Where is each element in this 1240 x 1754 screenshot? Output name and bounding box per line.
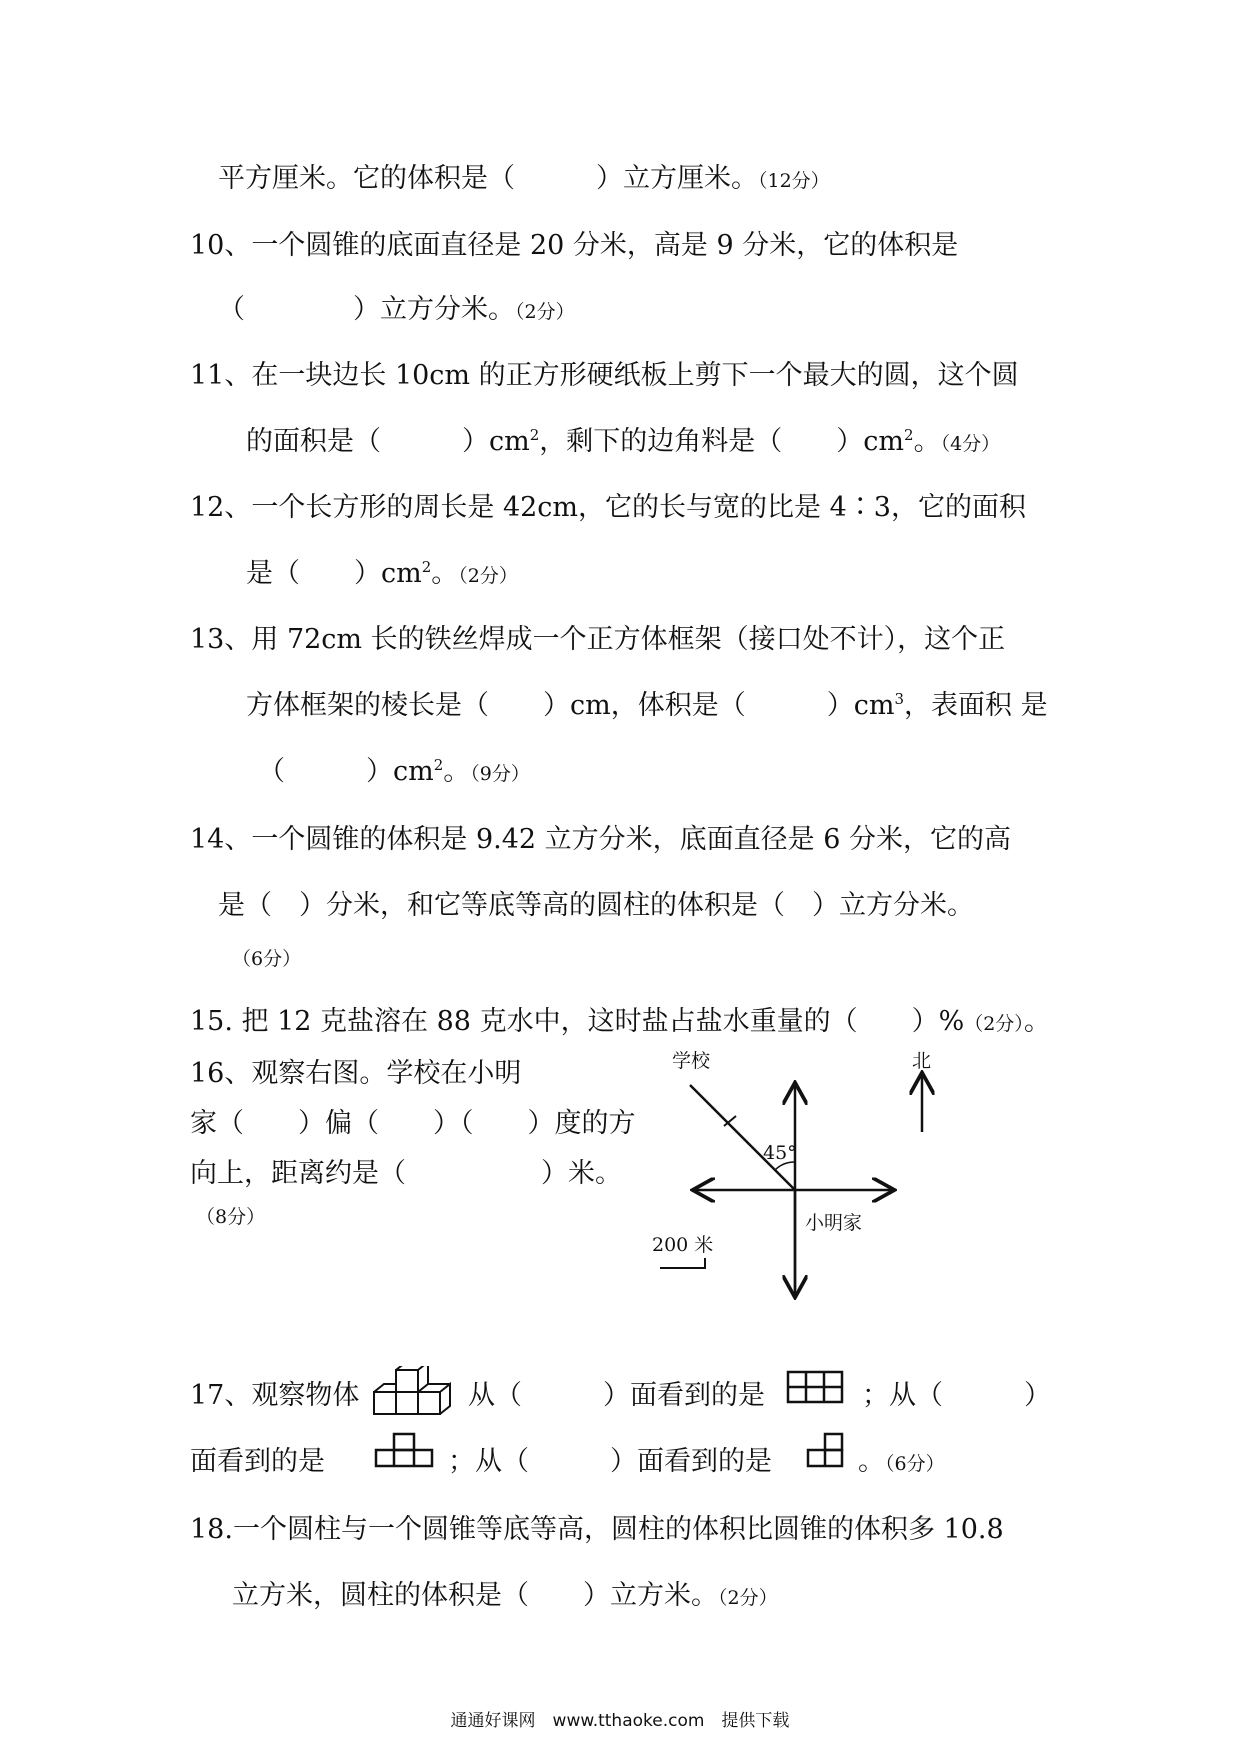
q12-line1: 12、一个长方形的周长是 42cm，它的长与宽的比是 4∶3，它的面积 xyxy=(190,492,1026,523)
school-direction-line xyxy=(690,1085,795,1190)
q11-line2: 的面积是（ ）$cm^2$，剩下的边角料是（ ）$cm^2$。（4分） xyxy=(246,426,1001,457)
scale-bar xyxy=(660,1258,705,1268)
q13-line1: 13、用 72cm 长的铁丝焊成一个正方体框架（接口处不计），这个正 xyxy=(190,624,1006,655)
q16-line3: 向上，距离约是（ ）米。 xyxy=(190,1158,622,1189)
q12-line2: 是（ ）$cm^2$。（2分） xyxy=(246,558,518,589)
q17-line2b: ；从（ ）面看到的是 xyxy=(448,1446,772,1477)
q10-line1: 10、一个圆锥的底面直径是 20 分米，高是 9 分米，它的体积是 xyxy=(190,230,959,261)
school-label: 学校 xyxy=(672,1050,711,1072)
direction-diagram xyxy=(652,1050,960,1310)
q16-line2: 家（ ）偏（ ）（ ）度的方 xyxy=(190,1108,636,1139)
q16-points: （8分） xyxy=(196,1206,266,1228)
q17-line2a: 面看到的是 xyxy=(190,1446,325,1477)
q13-line2: 方体框架的棱长是（ ）cm，体积是（ ）$cm^3$，表面积 是 xyxy=(246,690,1048,721)
q14-points: （6分） xyxy=(232,948,302,970)
north-label: 北 xyxy=(912,1050,932,1072)
direction-diagram-svg xyxy=(660,1050,960,1310)
angle-label: 45° xyxy=(763,1142,797,1164)
scale-label: 200 米 xyxy=(652,1234,714,1256)
q17-line2c: 。（6分） xyxy=(858,1446,945,1477)
q10-line2: （ ）立方分米。（2分） xyxy=(218,294,575,325)
q11-line1: 11、在一块边长 10cm 的正方形硬纸板上剪下一个最大的圆，这个圆 xyxy=(190,360,1019,391)
q14-line2: 是（ ）分米，和它等底等高的圆柱的体积是（ ）立方分米。 xyxy=(218,890,974,921)
q18-line2: 立方米，圆柱的体积是（ ）立方米。（2分） xyxy=(232,1580,778,1611)
top-view-grid-icon xyxy=(374,1432,434,1468)
q18-line1: 18.一个圆柱与一个圆锥等底等高，圆柱的体积比圆锥的体积多 10.8 xyxy=(190,1514,1004,1545)
page-footer: 通通好课网 www.tthaoke.com 提供下载 xyxy=(450,1711,790,1731)
q17-line1b: 从（ ）面看到的是 xyxy=(468,1380,765,1411)
front-view-grid-icon xyxy=(786,1370,844,1404)
q16-line1: 16、观察右图。学校在小明 xyxy=(190,1058,522,1089)
q15-line1: 15. 把 12 克盐溶在 88 克水中，这时盐占盐水重量的（ ）%（2分）。 xyxy=(190,1006,1051,1037)
cube-stack-icon xyxy=(372,1366,464,1418)
q13-line3: （ ）$cm^2$。（9分） xyxy=(258,756,530,787)
q9-continuation: 平方厘米。它的体积是（ ）立方厘米。（12分） xyxy=(218,163,830,194)
q14-line1: 14、一个圆锥的体积是 9.42 立方分米，底面直径是 6 分米，它的高 xyxy=(190,824,1011,855)
q17-line1c: ；从（ ） xyxy=(862,1380,1051,1411)
q17-line1a: 17、观察物体 xyxy=(190,1380,360,1411)
side-view-grid-icon xyxy=(806,1432,846,1468)
home-label: 小明家 xyxy=(805,1212,863,1234)
